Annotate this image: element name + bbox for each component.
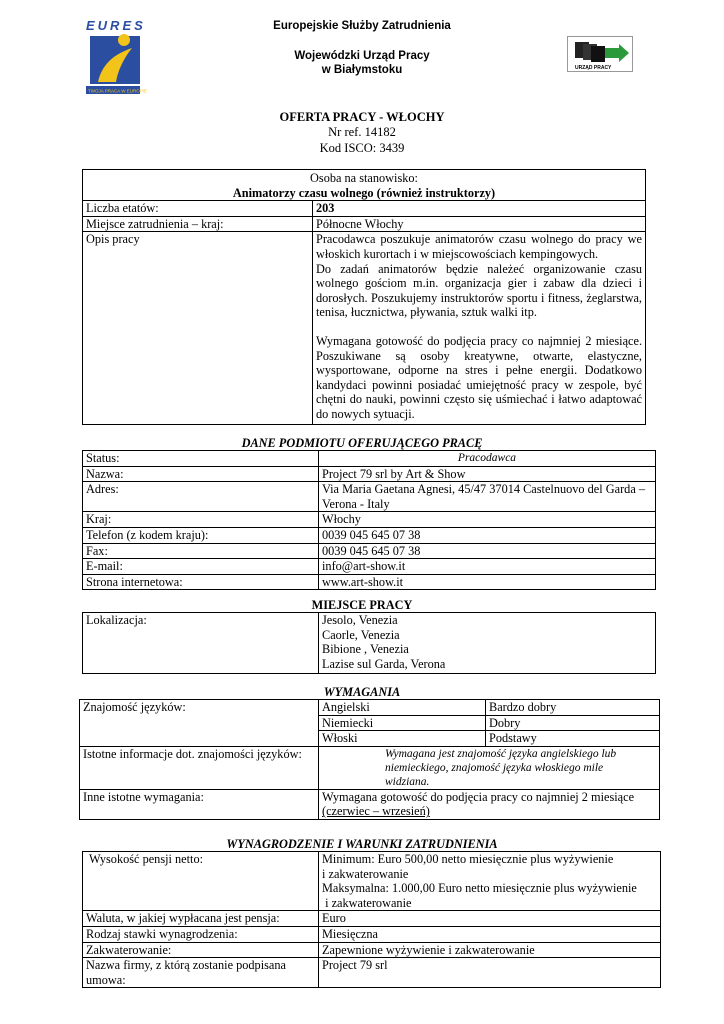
row-label: Telefon (z kodem kraju): xyxy=(83,527,319,543)
requirements-section-title: WYMAGANIA xyxy=(323,685,401,699)
language-level: Bardzo dobry xyxy=(486,700,660,716)
employer-website[interactable]: www.art-show.it xyxy=(319,574,656,590)
requirements-table xyxy=(79,699,660,820)
net-salary-line4: i zakwaterowanie xyxy=(322,895,412,910)
employer-table xyxy=(82,450,656,590)
position-header xyxy=(83,170,646,201)
row-label: Zakwaterowanie: xyxy=(83,942,319,958)
language: Włoski xyxy=(319,731,486,747)
salary-table xyxy=(82,851,661,988)
language: Angielski xyxy=(319,700,486,716)
language-info: Wymagana jest znajomość języka angielskiego lub niemieckiego, znajomość języka włoskiego mile widziana. xyxy=(319,746,660,789)
row-label: Lokalizacja: xyxy=(83,613,319,674)
language: Niemiecki xyxy=(319,715,486,731)
row-label: Istotne informacje dot. znajomości języków: xyxy=(80,746,319,789)
employer-email[interactable]: info@art-show.it xyxy=(319,559,656,575)
eures-logo xyxy=(84,18,150,96)
net-salary xyxy=(319,852,661,911)
row-label: Status: xyxy=(83,451,319,467)
list-item: Caorle, Venezia xyxy=(322,627,400,642)
row-label: E-mail: xyxy=(83,559,319,575)
row-label: Strona internetowa: xyxy=(83,574,319,590)
table-row xyxy=(83,942,661,958)
net-salary-line3: Maksymalna: 1.000,00 Euro netto miesięcznie plus wyżywienie xyxy=(322,881,637,896)
work-country: Północne Włochy xyxy=(313,216,646,232)
employer-address-line2: Verona - Italy xyxy=(322,496,390,511)
row-label: Fax: xyxy=(83,543,319,559)
offer-ref: Nr ref. 14182 xyxy=(328,125,396,139)
row-label: Znajomość języków: xyxy=(80,700,319,747)
language-level: Podstawy xyxy=(486,731,660,747)
table-row xyxy=(80,700,660,716)
salary-rate-type: Miesięczna xyxy=(319,926,661,942)
urzad-pracy-logo-text: URZĄD PRACY xyxy=(575,65,612,71)
contract-company: Project 79 srl xyxy=(319,958,661,988)
table-row xyxy=(83,451,656,467)
row-label: Nazwa firmy, z którą zostanie podpisana umowa: xyxy=(83,958,319,988)
job-description xyxy=(313,232,646,424)
employer-phone: 0039 045 645 07 38 xyxy=(319,527,656,543)
row-label: Rodzaj stawki wynagrodzenia: xyxy=(83,926,319,942)
offer-isco: Kod ISCO: 3439 xyxy=(319,141,405,155)
employer-name: Project 79 srl by Art & Show xyxy=(319,466,656,482)
position-label: Osoba na stanowisko: xyxy=(310,171,418,185)
row-label: Inne istotne wymagania: xyxy=(80,789,319,819)
table-row xyxy=(83,559,656,575)
job-description-p3: Wymagana gotowość do podjęcia pracy co najmniej 2 miesiące. Poszukiwane są osoby kreatywne, otwarte, elastyczne, wysportowane, odporne na stres i pełne energii. Dodatkowo kandydaci powinni posiadać umiejętność pracy w zespole, być chętni do nauki, powinni często się uśmiechać i łatwo adaptować do nowych sytuacji. xyxy=(316,333,643,421)
position-table xyxy=(82,169,646,425)
salary-section-title: WYNAGRODZENIE I WARUNKI ZATRUDNIENIA xyxy=(226,837,498,851)
list-item: Jesolo, Venezia xyxy=(322,613,398,627)
eures-tagline: TWOJA PRACA W EUROPIE xyxy=(88,88,148,94)
employer-status: Pracodawca xyxy=(319,451,656,467)
row-label: Kraj: xyxy=(83,512,319,528)
employer-section-title: DANE PODMIOTU OFERUJĄCEGO PRACĘ xyxy=(241,436,483,450)
accommodation: Zapewnione wyżywienie i zakwaterowanie xyxy=(319,942,661,958)
employer-fax: 0039 045 645 07 38 xyxy=(319,543,656,559)
org-name-line2: Wojewódzki Urząd Pracy xyxy=(294,50,430,62)
table-row xyxy=(83,527,656,543)
other-requirements xyxy=(319,789,660,819)
table-row xyxy=(80,789,660,819)
job-description-p1: Pracodawca poszukuje animatorów czasu wolnego do pracy we włoskich kurortach i w miejscowościach kempingowych. xyxy=(316,232,643,261)
list-item: Bibione , Venezia xyxy=(322,642,409,657)
location-list xyxy=(319,613,656,674)
eures-logo-text: EURES xyxy=(86,18,146,33)
offer-title: OFERTA PRACY - WŁOCHY xyxy=(279,110,445,124)
table-row xyxy=(83,543,656,559)
row-label: Waluta, w jakiej wypłacana jest pensja: xyxy=(83,911,319,927)
org-name-line1: Europejskie Służby Zatrudnienia xyxy=(273,20,451,32)
vacancies-count: 203 xyxy=(313,201,646,217)
table-row xyxy=(83,911,661,927)
row-label: Adres: xyxy=(83,482,319,512)
row-label: Nazwa: xyxy=(83,466,319,482)
net-salary-line1: Minimum: Euro 500,00 netto miesięcznie plus wyżywienie xyxy=(322,852,614,866)
urzad-pracy-logo xyxy=(567,36,633,72)
language-level: Dobry xyxy=(486,715,660,731)
table-row xyxy=(80,746,660,789)
row-label: Liczba etatów: xyxy=(83,201,313,217)
table-row xyxy=(83,852,661,911)
table-row xyxy=(83,574,656,590)
position-name: Animatorzy czasu wolnego (również instruktorzy) xyxy=(232,185,496,200)
table-row xyxy=(83,958,661,988)
row-label: Opis pracy xyxy=(83,232,313,424)
table-row xyxy=(83,201,646,217)
row-label: Wysokość pensji netto: xyxy=(83,852,319,911)
table-row xyxy=(83,613,656,674)
net-salary-line2: i zakwaterowanie xyxy=(322,866,409,881)
employer-country: Włochy xyxy=(319,512,656,528)
table-row xyxy=(83,466,656,482)
salary-currency: Euro xyxy=(319,911,661,927)
table-row xyxy=(83,512,656,528)
job-description-p2: Do zadań animatorów będzie należeć organizowanie czasu wolnego gościom m.in. organizacja gier i zabaw dla dzieci i dorosłych. Poszukujemy instruktorów sportu i fitness, żeglarstwa, tenisa, łucznictwa, pływania, sztuk walki itp. xyxy=(316,261,643,320)
other-requirements-line2: (czerwiec – wrzesień) xyxy=(322,804,430,819)
place-table xyxy=(82,612,656,674)
row-label: Miejsce zatrudnienia – kraj: xyxy=(83,216,313,232)
table-row xyxy=(83,232,646,424)
employer-address xyxy=(319,482,656,512)
place-section-title: MIEJSCE PRACY xyxy=(311,598,413,612)
org-name-line3: w Białymstoku xyxy=(321,64,403,76)
list-item: Lazise sul Garda, Verona xyxy=(322,656,446,671)
table-row xyxy=(83,216,646,232)
table-row xyxy=(83,926,661,942)
employer-address-line1: Via Maria Gaetana Agnesi, 45/47 37014 Castelnuovo del Garda – xyxy=(322,482,645,497)
table-row xyxy=(83,482,656,512)
other-requirements-line1: Wymagana gotowość do podjęcia pracy co najmniej 2 miesiące xyxy=(322,789,635,804)
